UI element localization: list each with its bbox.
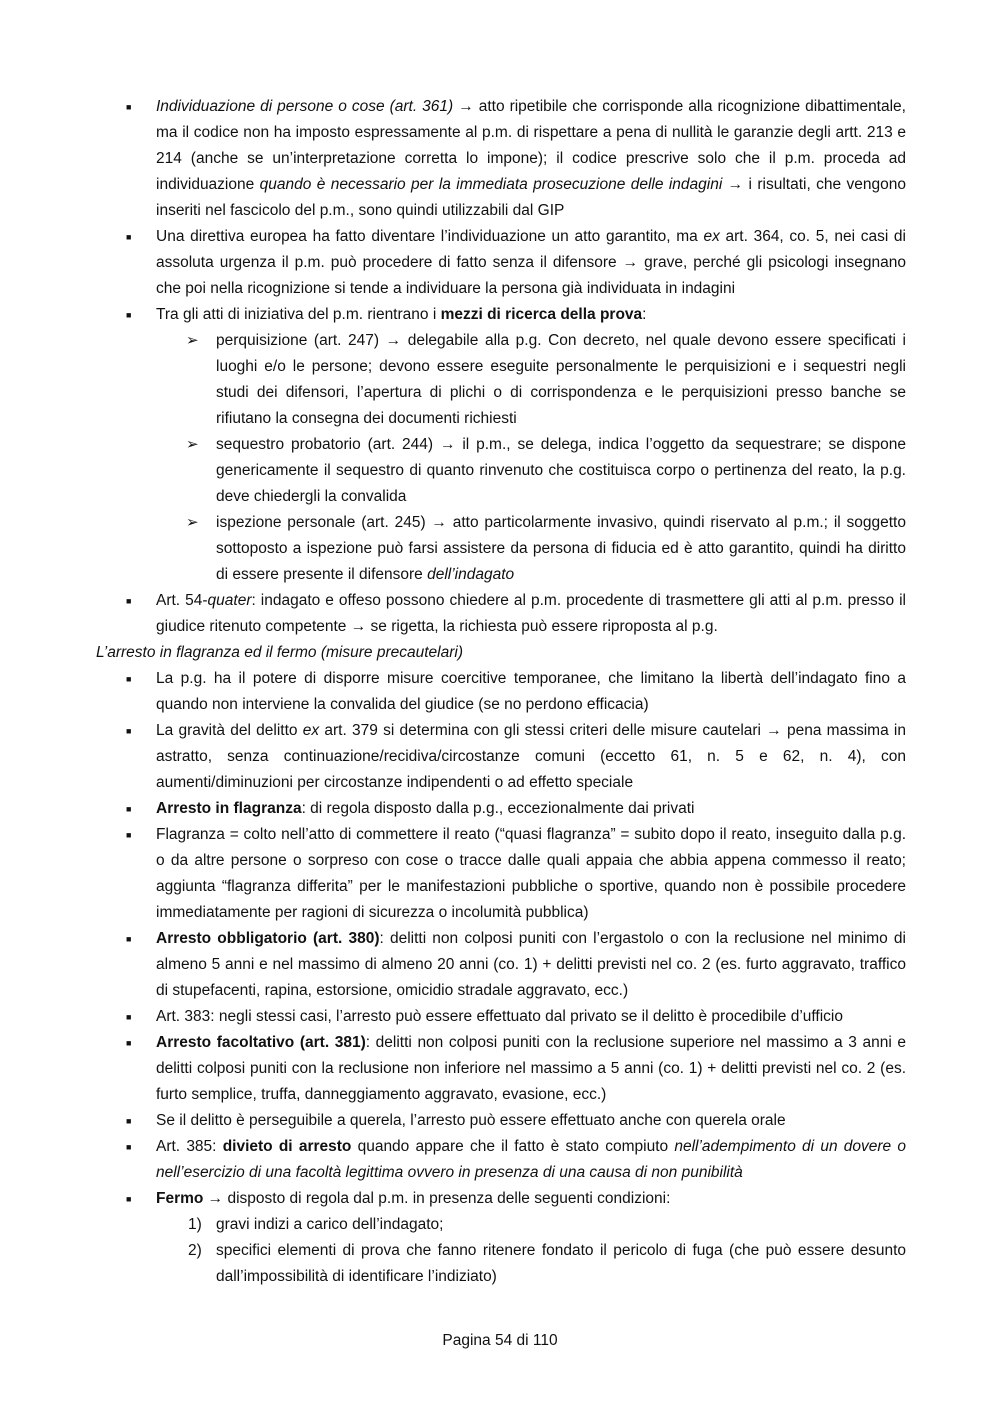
section-heading xyxy=(96,640,906,666)
list-item xyxy=(96,1108,906,1134)
text-run: nell’adempimento di un dovere o nell’esercizio di una facoltà legittima ovvero in presenza di una causa di non punibilità xyxy=(156,1138,906,1181)
list-item xyxy=(96,822,906,926)
list-item xyxy=(96,1212,906,1238)
square-bullet-icon: ■ xyxy=(126,804,132,814)
square-bullet-icon: ■ xyxy=(126,1194,132,1204)
text-run: Se il delitto è perseguibile a querela, l’arresto può essere effettuato anche con querela orale xyxy=(156,1112,786,1129)
text-run: Arresto obbligatorio (art. 380) xyxy=(156,930,380,947)
text-run: : delitti non colposi puniti con la reclusione superiore nel massimo a 3 anni e delitti colposi puniti con la reclusione non inferiore nel massimo a 5 anni (co. 1) + delitti previsti nel co. 2 (es. furto semplice, truffa, danneggiamento aggravato, evasione, ecc.) xyxy=(156,1034,906,1103)
text-run: perquisizione (art. 247) → delegabile alla p.g. Con decreto, nel quale devono essere specificati i luoghi e/o le persone; devono essere eseguite personalmente le perquisizioni e i sequestri negli studi dei difensori, l’apertura di plichi o di corrispondenza e le perquisizioni presso banche se rifiutano la consegna dei documenti richiesti xyxy=(216,332,906,427)
text-run: : delitti non colposi puniti con l’ergastolo o con la reclusione nel minimo di almeno 5 anni e nel massimo di almeno 20 anni (co. 1) + delitti previsti nel co. 2 (es. furto aggravato, traffico di stupefacenti, rapina, estorsione, omicidio stradale aggravato, ecc.) xyxy=(156,930,906,999)
list-number: 2) xyxy=(188,1242,202,1259)
square-bullet-icon: ■ xyxy=(126,102,132,112)
text-run: dell’indagato xyxy=(427,566,515,583)
square-bullet-icon: ■ xyxy=(126,596,132,606)
square-bullet-icon: ■ xyxy=(126,310,132,320)
list-item xyxy=(96,588,906,640)
document-body xyxy=(96,94,906,1290)
list-item xyxy=(96,1238,906,1290)
list-item xyxy=(96,224,906,302)
text-run: sequestro probatorio (art. 244) → il p.m., se delega, indica l’oggetto da sequestrare; se dispone genericamente il sequestro di quanto rinvenuto che costituisca corpo o pertinenza del reato, la p.g. deve chiedergli la convalida xyxy=(216,436,906,505)
square-bullet-icon: ■ xyxy=(126,934,132,944)
text-run: Art. 385: xyxy=(156,1138,223,1155)
list-item xyxy=(96,1134,906,1186)
square-bullet-icon: ■ xyxy=(126,1142,132,1152)
text-run: L’arresto in flagranza ed il fermo (misure precautelari) xyxy=(96,644,463,661)
list-item xyxy=(96,1004,906,1030)
square-bullet-icon: ■ xyxy=(126,726,132,736)
arrow-bullet-icon: ➢ xyxy=(186,514,199,531)
square-bullet-icon: ■ xyxy=(126,1012,132,1022)
text-run: mezzi di ricerca della prova xyxy=(440,306,643,323)
text-run: Art. 383: negli stessi casi, l’arresto può essere effettuato dal privato se il delitto è procedibile d’ufficio xyxy=(156,1008,843,1025)
page-footer: Pagina 54 di 110 xyxy=(442,1332,558,1349)
text-run: ex xyxy=(703,228,720,245)
list-item xyxy=(96,1030,906,1108)
square-bullet-icon: ■ xyxy=(126,1038,132,1048)
text-run: : di regola disposto dalla p.g., eccezionalmente dai privati xyxy=(301,800,695,817)
text-run: ex xyxy=(302,722,320,739)
list-item xyxy=(96,328,906,432)
square-bullet-icon: ■ xyxy=(126,830,132,840)
text-run: art. 379 si determina con gli stessi criteri delle misure cautelari → pena massima in astratto, senza continuazione/recidiva/circostanze comuni (eccetto 61, n. 5 e 62, n. 4), con aumenti/diminuzioni per circostanze indipendenti o ad effetto speciale xyxy=(156,722,906,791)
text-run: La gravità del delitto xyxy=(156,722,303,739)
text-run: ispezione personale (art. 245) → atto particolarmente invasivo, quindi riservato al p.m.; il soggetto sottoposto a ispezione può farsi assistere da persona di fiducia ed è atto garantito, quindi ha diritto di essere presente il difensore xyxy=(216,514,906,583)
text-run: Art. 54- xyxy=(156,592,208,609)
square-bullet-icon: ■ xyxy=(126,674,132,684)
text-run: → i risultati, che vengono inseriti nel fascicolo del p.m., sono quindi utilizzabili dal GIP xyxy=(156,176,906,219)
text-run: : xyxy=(642,306,647,323)
arrow-bullet-icon: ➢ xyxy=(186,436,199,453)
text-run: divieto di arresto xyxy=(222,1138,352,1155)
list-item xyxy=(96,432,906,510)
text-run: → atto ripetibile che corrisponde alla ricognizione dibattimentale, ma il codice non ha imposto espressamente al p.m. di rispettare a pena di nullità le garanzie degli artt. 213 e 214 (anche se un’interpretazione corretta lo impone); il codice prescrive solo che il p.m. proceda ad individuazione xyxy=(156,98,906,193)
text-run: Fermo xyxy=(156,1190,204,1207)
list-item xyxy=(96,510,906,588)
list-item xyxy=(96,796,906,822)
list-item xyxy=(96,302,906,328)
text-run: art. 364, co. 5, nei casi di assoluta urgenza il p.m. può procedere di fatto senza il difensore → grave, perché gli psicologi insegnano che poi nella ricognizione si tende a individuare la persona già individuata in indagini xyxy=(156,228,906,297)
square-bullet-icon: ■ xyxy=(126,232,132,242)
list-item xyxy=(96,94,906,224)
list-number: 1) xyxy=(188,1216,202,1233)
list-item xyxy=(96,926,906,1004)
list-item xyxy=(96,718,906,796)
text-run: quando appare che il fatto è stato compiuto xyxy=(351,1138,675,1155)
text-run: quater xyxy=(207,592,252,609)
arrow-bullet-icon: ➢ xyxy=(186,332,199,349)
text-run: Arresto in flagranza xyxy=(156,800,302,817)
text-run: Una direttiva europea ha fatto diventare l’individuazione un atto garantito, ma xyxy=(156,228,704,245)
list-item xyxy=(96,666,906,718)
text-run: La p.g. ha il potere di disporre misure coercitive temporanee, che limitano la libertà dell’indagato fino a quando non interviene la convalida del giudice (se no perdono efficacia) xyxy=(156,670,906,713)
text-run: quando è necessario per la immediata prosecuzione delle indagini xyxy=(259,176,723,193)
text-run: Flagranza = colto nell’atto di commettere il reato (“quasi flagranza” = subito dopo il reato, inseguito dalla p.g. o da altre persone o sorpreso con cose o tracce dalle quali appaia che abbia appena commesso il reato; aggiunta “flagranza differita” per le manifestazioni pubbliche o sportive, quando non è possibile procedere immediatamente per ragioni di sicurezza o incolumità pubblica) xyxy=(156,826,906,921)
text-run: Individuazione di persone o cose (art. 361) xyxy=(156,98,454,115)
text-run: Arresto facoltativo (art. 381) xyxy=(156,1034,366,1051)
text-run: gravi indizi a carico dell’indagato; xyxy=(216,1216,444,1233)
text-run: : indagato e offeso possono chiedere al p.m. procedente di trasmettere gli atti al p.m. presso il giudice ritenuto competente → se rigetta, la richiesta può essere riproposta al p.g. xyxy=(156,592,907,635)
text-run: specifici elementi di prova che fanno ritenere fondato il pericolo di fuga (che può essere desunto dall’impossibilità di identificare l’indiziato) xyxy=(216,1242,906,1285)
text-run: → disposto di regola dal p.m. in presenza delle seguenti condizioni: xyxy=(203,1190,671,1207)
square-bullet-icon: ■ xyxy=(126,1116,132,1126)
text-run: Tra gli atti di iniziativa del p.m. rientrano i xyxy=(156,306,441,323)
list-item xyxy=(96,1186,906,1212)
